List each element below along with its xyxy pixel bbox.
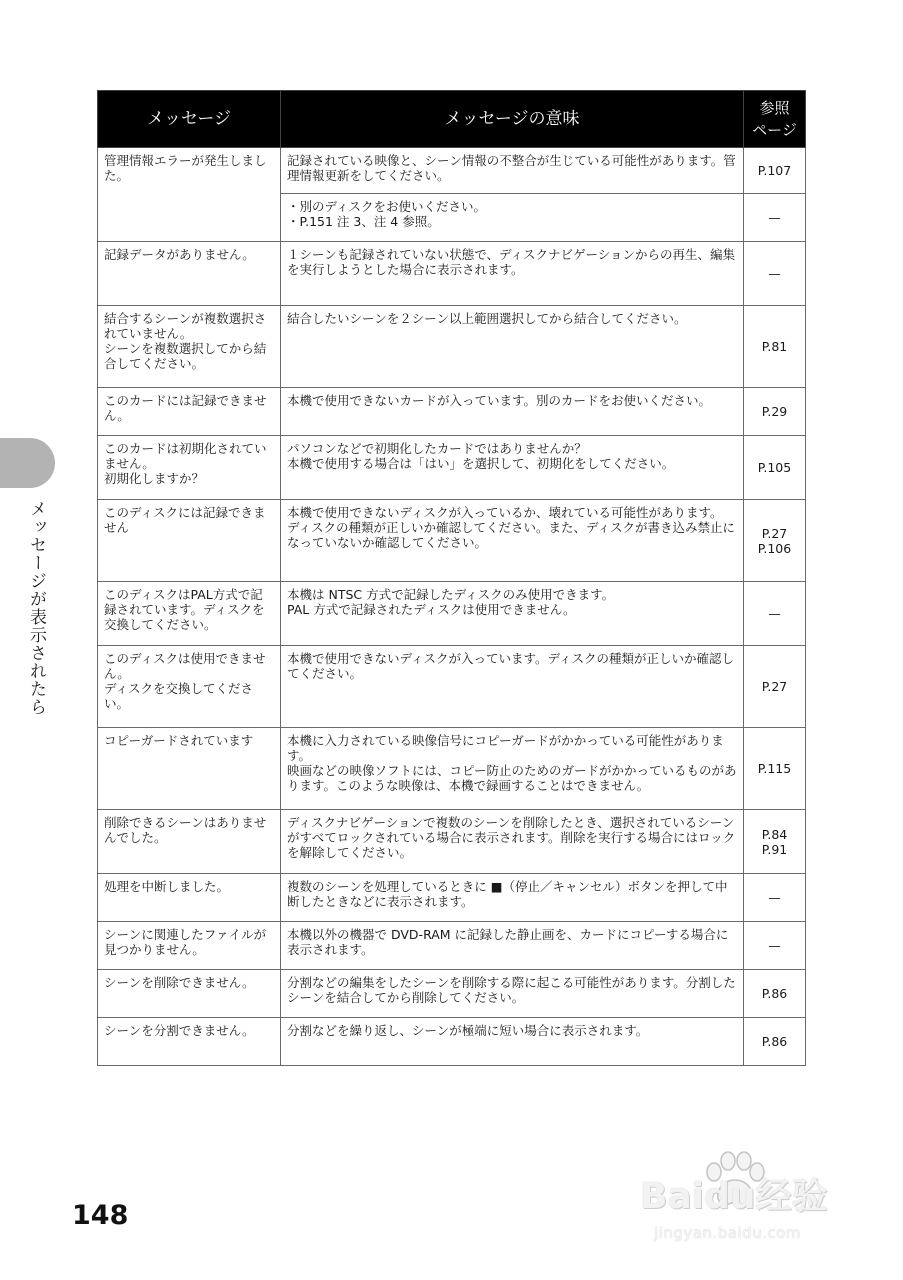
reference-page-cell	[744, 810, 806, 874]
message-cell: コピーガードされています	[98, 728, 281, 810]
reference-page: P.27	[761, 525, 788, 541]
meaning-cell: ・別のディスクをお使いください。 ・P.151 注 3、注 4 参照。	[281, 194, 744, 242]
meaning-cell: 記録されている映像と、シーン情報の不整合が生じている可能性があります。管理情報更新をしてください。	[281, 148, 744, 194]
meaning-cell: 本機で使用できないディスクが入っています。ディスクの種類が正しいか確認してください。	[281, 646, 744, 728]
message-cell: シーンを削除できません。	[98, 970, 281, 1018]
message-cell: シーンを分割できません。	[98, 1018, 281, 1066]
meaning-cell: 分割などを繰り返し、シーンが極端に短い場合に表示されます。	[281, 1018, 744, 1066]
reference-page: P.105	[757, 460, 792, 475]
reference-page-cell	[744, 1018, 806, 1066]
table-row	[98, 388, 806, 436]
reference-page-cell	[744, 728, 806, 810]
table-row	[98, 436, 806, 500]
message-cell: このディスクには記録できません	[98, 500, 281, 582]
reference-page-cell	[744, 388, 806, 436]
reference-page: P.84	[761, 826, 788, 842]
reference-page: —	[768, 938, 781, 953]
reference-page: P.106	[757, 540, 792, 556]
meaning-cell: パソコンなどで初期化したカードではありませんか？ 本機で使用する場合は「はい」を選択して、初期化をしてください。	[281, 436, 744, 500]
reference-page-cell	[744, 436, 806, 500]
message-cell: 記録データがありません。	[98, 242, 281, 306]
reference-page-cell	[744, 194, 806, 242]
reference-page-cell	[744, 874, 806, 922]
reference-page-cell	[744, 242, 806, 306]
reference-page-cell	[744, 922, 806, 970]
reference-page: —	[768, 890, 781, 905]
message-cell: このカードには記録できません。	[98, 388, 281, 436]
reference-page-cell	[744, 646, 806, 728]
message-cell: 管理情報エラーが発生しました。	[98, 148, 281, 194]
meaning-cell: 分割などの編集をしたシーンを削除する際に起こる可能性があります。分割したシーンを結合してから削除してください。	[281, 970, 744, 1018]
reference-page: P.81	[761, 339, 788, 354]
side-tab-label: メッセージが表示されたら	[26, 500, 46, 716]
reference-page: P.27	[761, 679, 788, 694]
reference-page: P.107	[757, 163, 792, 178]
meaning-cell: 複数のシーンを処理しているときに ■（停止／キャンセル）ボタンを押して中断したときなどに表示されます。	[281, 874, 744, 922]
side-tab	[0, 438, 55, 488]
watermark-url: jingyan.baidu.com	[654, 1224, 801, 1242]
watermark	[640, 1150, 890, 1270]
message-cell: シーンに関連したファイルが見つかりません。	[98, 922, 281, 970]
meaning-cell: 本機以外の機器で DVD-RAM に記録した静止画を、カードにコピーする場合に表示されます。	[281, 922, 744, 970]
table-row	[98, 242, 806, 306]
meaning-cell: 本機に入力されている映像信号にコピーガードがかかっている可能性があります。 映画などの映像ソフトには、コピー防止のためのガードがかかっているものがあります。このような映像は、本機で録画することはできません。	[281, 728, 744, 810]
meaning-cell: 本機は NTSC 方式で記録したディスクのみ使用できます。 PAL 方式で記録されたディスクは使用できません。	[281, 582, 744, 646]
header-reference-page	[744, 91, 806, 148]
reference-page-cell	[744, 500, 806, 582]
table-row	[98, 874, 806, 922]
message-cell: このディスクはPAL方式で記録されています。ディスクを交換してください。	[98, 582, 281, 646]
meaning-cell: ディスクナビゲーションで複数のシーンを削除したとき、選択されているシーンがすべてロックされている場合に表示されます。削除を実行する場合にはロックを解除してください。	[281, 810, 744, 874]
message-cell: 処理を中断しました。	[98, 874, 281, 922]
table-row	[98, 148, 806, 194]
message-cell	[98, 194, 281, 242]
meaning-cell: 本機で使用できないカードが入っています。別のカードをお使いください。	[281, 388, 744, 436]
table-row	[98, 970, 806, 1018]
reference-page: P.115	[757, 761, 792, 776]
table-body	[98, 148, 806, 1066]
table-row	[98, 582, 806, 646]
reference-page: —	[768, 606, 781, 621]
message-cell: 削除できるシーンはありませんでした。	[98, 810, 281, 874]
reference-page: P.86	[761, 1034, 788, 1049]
reference-page: —	[768, 210, 781, 225]
reference-page: P.91	[761, 841, 788, 857]
reference-page-cell	[744, 306, 806, 388]
reference-page: —	[768, 266, 781, 281]
header-ref-line1: 参照	[759, 99, 790, 117]
meaning-cell: １シーンも記録されていない状態で、ディスクナビゲーションからの再生、編集を実行しようとした場合に表示されます。	[281, 242, 744, 306]
table-row	[98, 922, 806, 970]
message-table	[97, 90, 806, 1066]
header-meaning: メッセージの意味	[281, 91, 744, 148]
header-ref-line2: ページ	[752, 121, 797, 139]
table-row	[98, 810, 806, 874]
table-row	[98, 194, 806, 242]
reference-page: P.86	[761, 986, 788, 1001]
reference-page-cell	[744, 148, 806, 194]
reference-page: P.29	[761, 404, 788, 419]
watermark-logo: Baidu经验	[640, 1176, 828, 1217]
reference-page-cell	[744, 970, 806, 1018]
meaning-cell: 本機で使用できないディスクが入っているか、壊れている可能性があります。 ディスクの種類が正しいか確認してください。また、ディスクが書き込み禁止になっていないか確認してください。	[281, 500, 744, 582]
header-message: メッセージ	[98, 91, 281, 148]
reference-page-cell	[744, 582, 806, 646]
meaning-cell: 結合したいシーンを２シーン以上範囲選択してから結合してください。	[281, 306, 744, 388]
table-row	[98, 646, 806, 728]
table-row	[98, 500, 806, 582]
table-row	[98, 1018, 806, 1066]
page-number: 148	[72, 1200, 129, 1231]
message-cell: 結合するシーンが複数選択されていません。 シーンを複数選択してから結合してください。	[98, 306, 281, 388]
table-header-row	[98, 91, 806, 148]
table-row	[98, 306, 806, 388]
message-cell: このディスクは使用できません。 ディスクを交換してください。	[98, 646, 281, 728]
table-row	[98, 728, 806, 810]
message-cell: このカードは初期化されていません。 初期化しますか？	[98, 436, 281, 500]
